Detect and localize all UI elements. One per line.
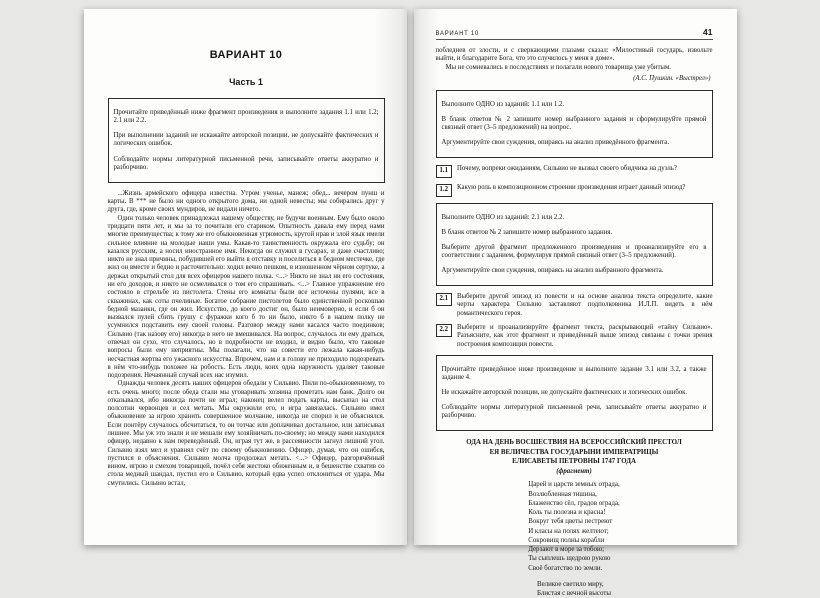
instruction-line: Не искажайте авторской позиции, не допускайте фактических и логических ошибок. [441,388,688,396]
instruction-line: Выполните ОДНО из заданий: 2.1 или 2.2. [441,213,565,221]
verse-line: Сокровищ полны корабли [528,536,605,544]
verse-line: Царей и царств земных отрада, [528,481,620,489]
verse-line: Своё богатство по земли. [528,564,603,572]
verse-line: Великое светило миру, [537,580,604,588]
instruction-line: Выполните ОДНО из заданий: 1.1 или 1.2. [441,100,565,108]
fragment-paragraph: побледнев от злости, и с сверкающими глазами сказал: «Милостивый государь, извольте выйти, и благодарите Бога, что это случилось у меня в доме». [435,47,713,63]
verse-line: Возлюбленная тишина, [528,490,597,498]
instruction-line: В бланк ответов № 2 запишите номер выбранного задания и сформулируйте прямой связный ответ (3–5 предложений) на вопрос. [441,115,707,131]
task-number-badge: 1.2 [436,184,453,197]
task-text: Почему, вопреки ожиданиям, Сильвио не вызвал своего обидчика на дуэль? [457,165,677,173]
ode-stanza-2 [537,580,611,598]
running-title: ВАРИАНТ 10 [435,31,479,37]
variant-title: ВАРИАНТ 10 [209,49,283,61]
ode-fragment-label: (фрагмент) [556,468,592,476]
source-attribution: (А.С. Пушкин. «Выстрел») [633,74,711,82]
page-left [84,9,407,545]
task-group-1-box [436,90,713,158]
task-2-2 [436,324,713,349]
verse-line: Блистая с вечной высоты [537,590,611,598]
task-1-2 [436,184,713,197]
verse-line: Дерзают в море за тобою; [528,546,605,554]
task-1-1 [436,165,713,178]
instruction-line: Соблюдайте нормы литературной письменной речи, записывайте ответы аккуратно и разборчиво. [441,404,707,420]
task-number-badge: 2.1 [436,293,453,306]
verse-line: Коль ты полезна и красна! [528,509,606,517]
fragment-paragraph: ...Жизнь армейского офицера известна. Утром ученье, манеж; обед... вечером пунш и карты. В *** не было ни одного открытого дома, ни одной невесты; мы собирались друг у друга, где, кроме своих мундиров, не видали ничего. [107,189,385,214]
page-number: 41 [703,27,713,37]
verse-line: Блаженство сёл, градов ограда, [528,499,620,507]
ode-title-line: ОДА НА ДЕНЬ ВОСШЕСТВИЯ НА ВСЕРОССИЙСКИЙ ПРЕСТОЛ [466,439,682,447]
task-number-badge: 2.2 [436,324,453,337]
ode-title [436,438,713,466]
task-text: Выберите и проанализируйте фрагмент текста, раскрывающий «тайну Сильвио». Разъясните, как этот фрагмент и приведённый выше эпизод связаны с точки зрения построения композиции повести. [457,323,713,348]
fragment-paragraph: Один только человек принадлежал нашему обществу, не будучи военным. Ему было около тридцати пяти лет, и мы за то почитали его стариком. Опытность давала ему перед нами многие преимущества; к тому же его обыкновенная угрюмость, крутой нрав и злой язык имели сильное влияние на молодые наши умы. Какая-то таинственность окружала его судьбу; он казался русским, а носил иностранное имя. Некогда он служил в гусарах, и даже счастливо; никто не знал причины, побудившей его выйти в отставку и поселиться в бедном местечке, где жил он вместе и бедно и расточительно: ходил вечно пешком, в изношенном чёрном сертуке, а держал открытый стол для всех офицеров нашего полка. <...> Никто не знал ни его состояния, ни его доходов, и никто не осмеливался о том его спрашивать. <...> Главное упражнение его состояло в стрельбе из пистолета. Стены его комнаты были все источены пулями, все в скважинах, как соты пчелиные. Богатое собрание пистолетов было единственной роскошью бедной мазанки, где он жил. Искусство, до коего достиг он, было неимоверно, и если б он вызвался пулей сбить грушу с фуражки кого б то ни было, никто б в нашем полку не усумнился подставить ему своей головы. Разговор между нами касался часто поединков; Сильвио (так назову его) никогда в него не вмешивался. На вопрос, случалось ли ему драться, отвечал он сухо, что случалось, но в подробности не входил, и видно было, что таковые вопросы были ему неприятны. Мы полагали, что на совести его лежала какая-нибудь несчастная жертва его ужасного искусства. Впрочем, нам и в голову не приходило подозревать в нём что-нибудь похожее на робость. Есть люди, коих одна наружность удаляет таковые подозрения. Нечаянный случай всех нас изумил. [107,214,385,380]
part-heading: Часть 1 [229,77,263,87]
verse-line: И класы на полях желтеют; [528,527,609,535]
verse-line: Ты сыплешь щедрою рукою [528,555,611,563]
instruction-line: В бланк ответов № 2 запишите номер выбранного задания. [441,228,613,236]
instruction-line: Прочитайте приведённый ниже фрагмент произведения и выполните задания 1.1 или 1.2; 2.1 или 2.2. [113,108,379,125]
next-section-instruction-box [436,355,713,432]
ode-title-line: ЕЛИСАВЕТЫ ПЕТРОВНЫ 1747 ГОДА [512,458,636,466]
instruction-line: Прочитайте приведённое ниже произведение и выполните задание 3.1 или 3.2, а также задание 4. [441,365,707,381]
task-2-1 [436,293,713,318]
verse-line: Вокруг тебя цветы пестреют [528,518,613,526]
task-text: Выберите другой эпизод из повести и на основе анализа текста определите, какие черты характера Сильвио заставляют подполковника И.Л.П. видеть в нём романтического героя. [457,293,713,317]
fragment-text [108,190,385,488]
task-text: Какую роль в композиционном строении произведения играет данный эпизод? [457,183,686,191]
instruction-line: Выберите другой фрагмент предложенного произведения и проанализируйте его в соответствии с заданием, формулируя прямой связный ответ (3–5 предложений). [441,243,707,259]
task-group-2-box [436,203,713,286]
fragment-paragraph: Однажды человек десять наших офицеров обедали у Сильвио. Пили по-обыкновенному, то есть очень много; после обеда стали мы уговаривать хозяина прометать нам банк. Долго он отказывался, ибо никогда почти не играл; наконец велел подать карты, высыпал на стол полсотни червонцев и сел метать. Мы окружили его, и игра завязалась. Сильвио имел обыкновение за игрою хранить совершенное молчание, никогда не спорил и не объяснялся. Если понтёру случалось обсчитаться, то он тотчас или доплачивал достальное, или записывал лишнее. Мы уж это знали и не мешали ему хозяйничать по-своему; но между нами находился офицер, недавно к нам переведённый. Он, играя тут же, в рассеянности загнул лишний угол. Сильвио взял мел и уравнял счёт по своему обыкновению. Офицер, думая, что он ошибся, пустился в объяснения. Сильвио молча продолжал метать. <...> Офицер, разгорячённый вином, игрою и смехом товарищей, почёл себя жестоко обиженным и, в бешенстве схватив со стола медный шандал, пустил его в Сильвио, который едва успел отклониться от удара. Мы смутились. Сильвио встал, [107,380,385,487]
instruction-line: Аргументируйте свои суждения, опираясь на анализ выбранного фрагмента. [441,267,664,275]
task-number-badge: 1.1 [436,165,453,178]
instruction-line: Соблюдайте нормы литературной письменной речи, записывайте ответы аккуратно и разборчиво. [113,155,379,171]
intro-instruction-box [108,98,385,183]
instruction-line: При выполнении заданий не искажайте авторской позиции, не допускайте фактических и логических ошибок. [113,132,379,148]
ode-stanza-1 [528,480,620,573]
page-right [414,9,737,598]
ode-title-line: ЕЯ ВЕЛИЧЕСТВА ГОСУДАРЫНИ ИМПЕРАТРИЦЫ [489,448,659,456]
fragment-text-continuation [436,47,713,72]
running-header [436,27,713,40]
fragment-paragraph: Мы не сомневались в последствиях и полагали нового товарища уже убитым. [445,63,671,71]
instruction-line: Аргументируйте свои суждения, опираясь на анализ приведённого фрагмента. [441,139,670,147]
